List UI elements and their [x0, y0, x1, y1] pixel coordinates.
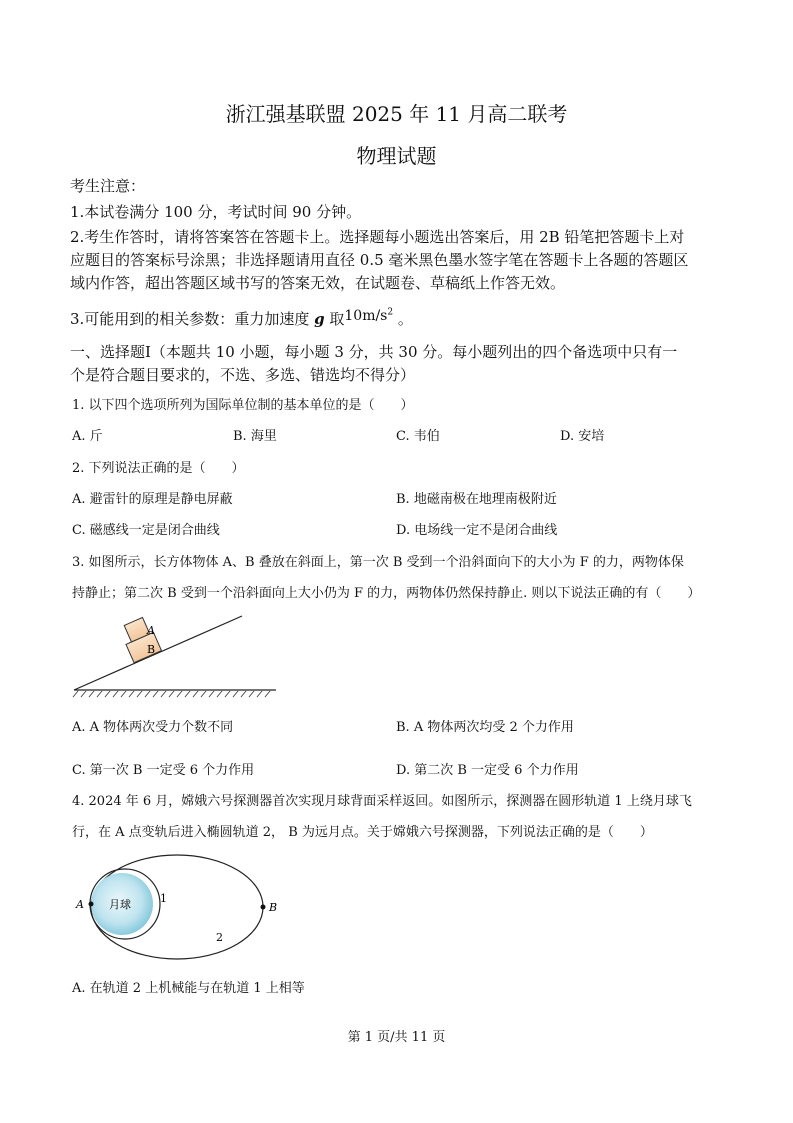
question-2-option-c: C. 磁感线一定是闭合曲线: [72, 523, 220, 538]
point-a-dot: [89, 902, 94, 907]
question-1-stem: 1. 以下四个选项所列为国际单位制的基本单位的是（ ）: [72, 398, 414, 413]
moon-label: 月球: [109, 898, 131, 911]
page-subtitle: 物理试题: [356, 144, 437, 168]
notice-item-2-line-2: 应题目的答案标号涂黑；非选择题请用直径 0.5 毫米黑色墨水签字笔在答题卡上各题的答题区: [70, 251, 689, 269]
question-1-option-b: B. 海里: [233, 429, 277, 444]
orbit-figure: [70, 848, 290, 968]
question-3-option-d: D. 第二次 B 一定受 6 个力作用: [396, 763, 579, 778]
question-2-option-a: A. 避雷针的原理是静电屏蔽: [72, 492, 233, 507]
notice-item-3-mid: 取: [324, 310, 345, 328]
notice-heading: 考生注意：: [70, 177, 146, 195]
page-footer: 第 1 页/共 11 页: [347, 1030, 446, 1045]
question-1-option-a: A. 斤: [72, 429, 103, 444]
gravity-value: [344, 308, 393, 324]
notice-item-2-line-3: 域内作答，超出答题区域书写的答案无效，在试题卷、草稿纸上作答无效。: [70, 274, 566, 292]
section-1-heading-line-1: 一、选择题Ⅰ（本题共 10 小题，每小题 3 分，共 30 分。每小题列出的四个备选项中只有一: [70, 343, 678, 361]
notice-item-3-prefix: 3.可能用到的相关参数：重力加速度: [70, 310, 315, 328]
ground-hatch: [73, 691, 270, 697]
question-2-stem: 2. 下列说法正确的是（ ）: [72, 461, 245, 476]
gravity-value-text: 10m/s: [344, 308, 388, 324]
question-3-option-b: B. A 物体两次均受 2 个力作用: [396, 720, 574, 735]
question-1-option-d: D. 安培: [560, 429, 605, 444]
orbit-1-label: 1: [160, 892, 167, 905]
question-3-stem-line-2: 持静止；第二次 B 受到一个沿斜面向上大小仍为 F 的力，两物体仍然保持静止. 则以下说法正确的有（ ）: [72, 586, 701, 601]
page-title: 浙江强基联盟 2025 年 11 月高二联考: [225, 102, 568, 126]
question-3-stem-line-1: 3. 如图所示，长方体物体 A、B 叠放在斜面上，第一次 B 受到一个沿斜面向下的大小为 F 的力，两物体保: [72, 555, 684, 570]
question-1-option-c: C. 韦伯: [396, 429, 440, 444]
question-3-option-c: C. 第一次 B 一定受 6 个力作用: [72, 763, 255, 778]
block-a-label: A: [147, 624, 155, 637]
point-a-label: A: [76, 898, 84, 911]
notice-item-2-line-1: 2.考生作答时，请将答案答在答题卡上。选择题每小题选出答案后，用 2B 铅笔把答题卡上对: [70, 228, 685, 246]
question-4-stem-line-2: 行，在 A 点变轨后进入椭圆轨道 2， B 为远月点。关于嫦娥六号探测器，下列说法正确的是（ ）: [72, 825, 653, 840]
orbit-2-label: 2: [216, 931, 223, 944]
incline-surface: [74, 616, 242, 690]
notice-item-1: 1.本试卷满分 100 分，考试时间 90 分钟。: [70, 203, 362, 221]
question-2-option-d: D. 电场线一定不是闭合曲线: [396, 523, 558, 538]
question-3-option-a: A. A 物体两次受力个数不同: [72, 720, 234, 735]
question-2-option-b: B. 地磁南极在地理南极附近: [396, 492, 557, 507]
incline-figure: [72, 612, 282, 702]
notice-item-3: [70, 308, 413, 329]
question-4-option-a: A. 在轨道 2 上机械能与在轨道 1 上相等: [72, 981, 305, 996]
block-b-label: B: [146, 643, 156, 656]
point-b-dot: [261, 905, 266, 910]
point-b-label: B: [269, 901, 278, 914]
section-1-heading-line-2: 个是符合题目要求的，不选、多选、错选均不得分）: [70, 366, 416, 384]
gravity-symbol: g: [314, 310, 325, 328]
gravity-exponent: 2: [387, 307, 394, 318]
question-4-stem-line-1: 4. 2024 年 6 月，嫦娥六号探测器首次实现月球背面采样返回。如图所示，探测器在圆形轨道 1 上绕月球飞: [72, 794, 692, 809]
notice-item-3-end: 。: [393, 310, 413, 328]
